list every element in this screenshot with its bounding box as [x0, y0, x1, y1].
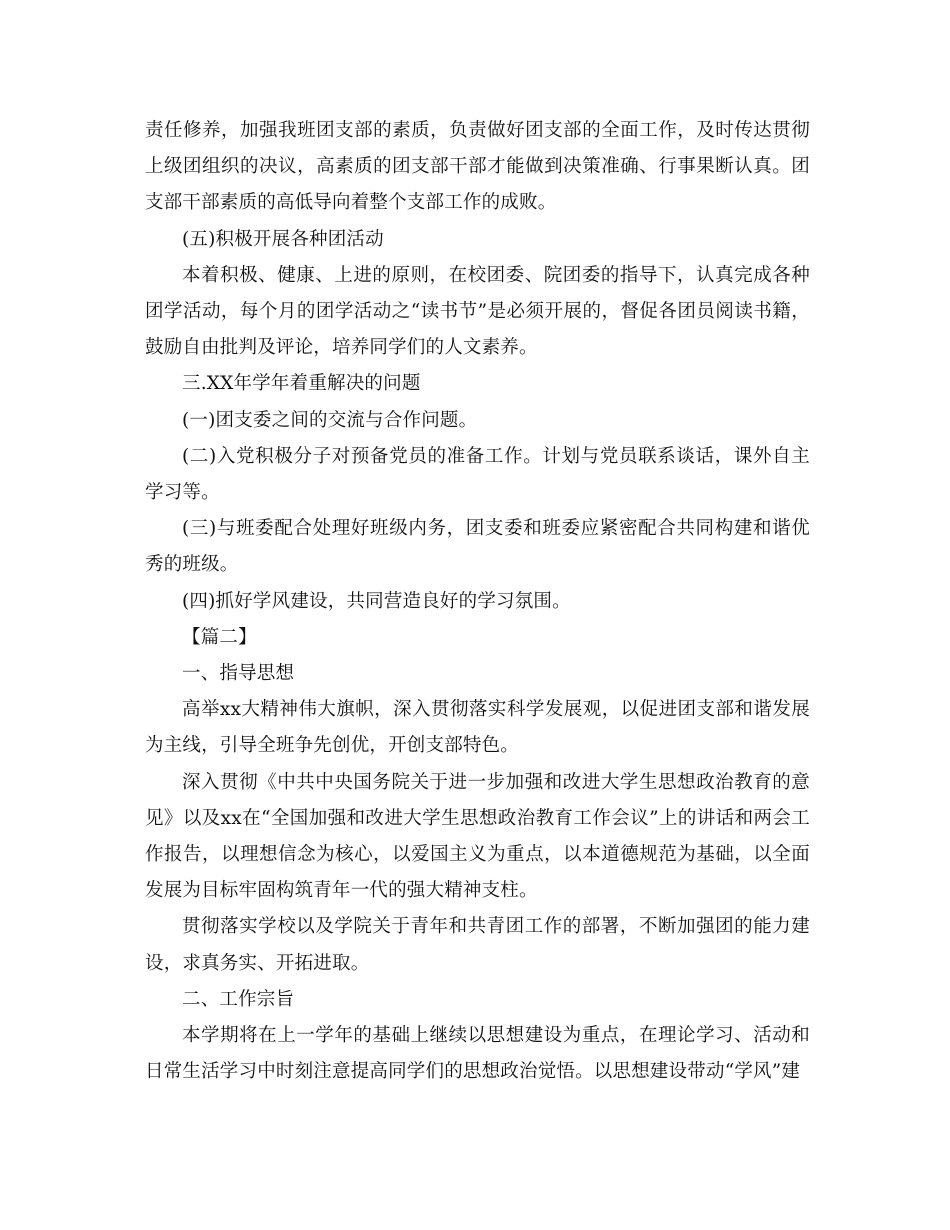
list-item: (三)与班委配合处理好班级内务，团支委和班委应紧密配合共同构建和谐优秀的班级。 — [145, 518, 810, 576]
document-body — [145, 113, 810, 1090]
list-item: (一)团支委之间的交流与合作问题。 — [182, 409, 478, 431]
body-paragraph: 本学期将在上一学年的基础上继续以思想建设为重点，在理论学习、活动和日常生活学习中时刻注意提高同学们的思想政治觉悟。以思想建设带动“学风”建 — [145, 1025, 810, 1083]
body-paragraph: 本着积极、健康、上进的原则，在校团委、院团委的指导下，认真完成各种团学活动，每个月的团学活动之“读书节”是必须开展的，督促各团员阅读书籍，鼓励自由批判及评论，培养同学们的人文素养。 — [145, 264, 810, 359]
list-item: (四)抓好学风建设，共同营造良好的学习氛围。 — [182, 590, 571, 612]
section-heading: (五)积极开展各种团活动 — [182, 228, 384, 250]
part-heading: 【篇二】 — [182, 626, 257, 648]
body-paragraph: 高举xx大精神伟大旗帜，深入贯彻落实科学发展观，以促进团支部和谐发展为主线，引导全班争先创优，开创支部特色。 — [145, 699, 810, 757]
body-paragraph: 贯彻落实学校以及学院关于青年和共青团工作的部署，不断加强团的能力建设，求真务实、开拓进取。 — [145, 916, 810, 974]
list-item: (二)入党积极分子对预备党员的准备工作。计划与党员联系谈话，课外自主学习等。 — [145, 445, 810, 504]
body-paragraph: 深入贯彻《中共中央国务院关于进一步加强和改进大学生思想政治教育的意见》以及xx在“全国加强和改进大学生思想政治教育工作会议”上的讲话和两会工作报告，以理想信念为核心，以爱国主义为重点，以本道德规范为基础，以全面发展为目标牢固构筑青年一代的强大精神支柱。 — [145, 771, 810, 902]
section-heading: 三.XX年学年着重解决的问题 — [182, 373, 421, 395]
section-heading: 一、指导思想 — [182, 663, 295, 685]
section-heading: 二、工作宗旨 — [182, 988, 295, 1010]
body-paragraph: 责任修养，加强我班团支部的素质，负责做好团支部的全面工作，及时传达贯彻上级团组织的决议，高素质的团支部干部才能做到决策准确、行事果断认真。团支部干部素质的高低导向着整个支部工作的成败。 — [145, 120, 810, 214]
